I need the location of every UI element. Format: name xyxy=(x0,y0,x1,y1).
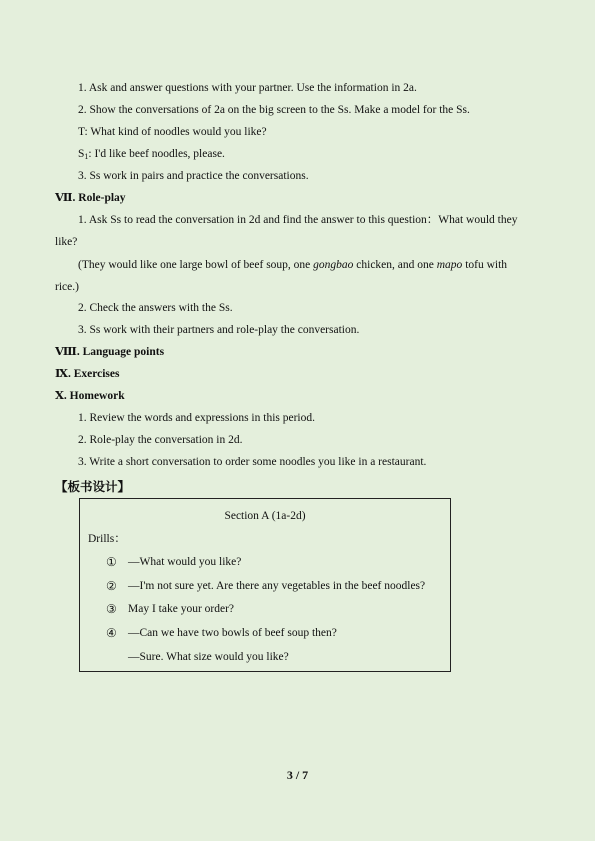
step-2-line: 2. Show the conversations of 2a on the big screen to the Ss. Make a model for the Ss. xyxy=(78,104,470,116)
drill-response: —Sure. What size would you like? xyxy=(128,651,289,663)
heading-homework: Ⅹ. Homework xyxy=(55,390,125,402)
drill-number: ④ xyxy=(106,626,117,640)
heading-language-points: Ⅷ. Language points xyxy=(55,346,165,358)
answer-part: tofu with xyxy=(462,259,508,271)
page-number: 3 / 7 xyxy=(286,768,309,782)
drill-text: —Can we have two bowls of beef soup then? xyxy=(128,627,337,639)
homework-1: 1. Review the words and expressions in this period. xyxy=(78,412,315,424)
homework-3: 3. Write a short conversation to order some noodles you like in a restaurant. xyxy=(78,456,427,468)
drill-text: May I take your order? xyxy=(128,603,235,615)
heading-role-play: Ⅶ. Role-play xyxy=(55,192,126,204)
drill-number: ② xyxy=(106,579,117,593)
role-play-step-1-cont: like? xyxy=(55,236,78,248)
heading-exercises: Ⅸ. Exercises xyxy=(55,368,120,380)
drills-label: Drills： xyxy=(88,533,126,545)
speaker-subscript: 1 xyxy=(84,152,89,161)
board-design-box xyxy=(79,498,451,672)
role-play-answer-cont: rice.) xyxy=(55,281,79,293)
answer-dish-mapo: mapo xyxy=(436,259,463,271)
role-play-answer xyxy=(78,258,507,272)
answer-text: : I'd like beef noodles, please. xyxy=(88,148,225,160)
teacher-question-line: T: What kind of noodles would you like? xyxy=(78,126,267,138)
homework-2: 2. Role-play the conversation in 2d. xyxy=(78,434,243,446)
answer-dish-gongbao: gongbao xyxy=(313,259,354,271)
speaker-label: S xyxy=(78,148,85,160)
drill-number: ③ xyxy=(106,602,117,616)
role-play-step-1: 1. Ask Ss to read the conversation in 2d and find the answer to this question：What would they xyxy=(78,214,518,226)
drill-number: ① xyxy=(106,555,117,569)
role-play-step-3: 3. Ss work with their partners and role-play the conversation. xyxy=(78,324,360,336)
answer-part: (They would like one large bowl of beef soup, one xyxy=(78,259,314,271)
drill-text: —What would you like? xyxy=(128,556,242,568)
step-1-line: 1. Ask and answer questions with your partner. Use the information in 2a. xyxy=(78,82,417,94)
answer-part: chicken, and one xyxy=(353,259,437,271)
board-title: Section A (1a-2d) xyxy=(224,510,306,522)
role-play-step-2: 2. Check the answers with the Ss. xyxy=(78,302,233,314)
step-3-line: 3. Ss work in pairs and practice the conversations. xyxy=(78,170,309,182)
drill-text: —I'm not sure yet. Are there any vegetables in the beef noodles? xyxy=(128,580,426,592)
board-design-heading: 【板书设计】 xyxy=(55,479,131,494)
student-answer-line xyxy=(78,147,225,164)
